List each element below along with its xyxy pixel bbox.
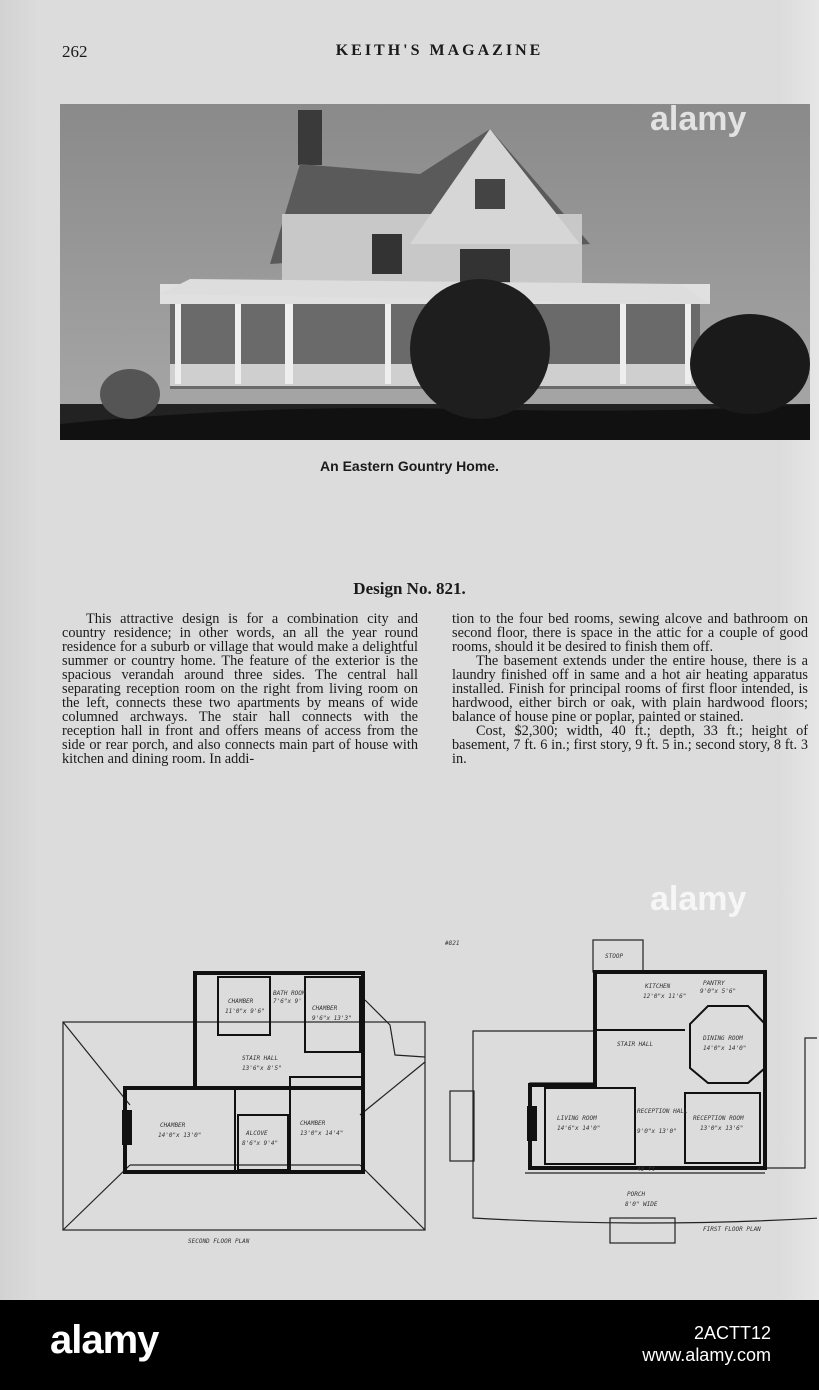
watermark-text: alamy <box>650 100 747 138</box>
room-name: PANTRY <box>703 980 725 987</box>
room-size: 14'0"x 14'0" <box>703 1045 747 1052</box>
room-name: ALCOVE <box>246 1130 268 1137</box>
design-mark: #821 <box>445 940 460 947</box>
first-floor-plan <box>445 928 817 1250</box>
dimension-label: 40 ft <box>637 1166 656 1173</box>
room-name: RECEPTION ROOM <box>693 1115 744 1122</box>
room-name: CHAMBER <box>160 1122 186 1129</box>
room-size: 13'0"x 14'4" <box>300 1130 344 1137</box>
room-size: 12'0"x 11'6" <box>643 993 687 1000</box>
room-size: 9'6"x 13'3" <box>312 1015 352 1022</box>
room-name: CHAMBER <box>312 1005 338 1012</box>
room-size: 14'0"x 13'0" <box>158 1132 202 1139</box>
room-size: 8'6"x 9'4" <box>242 1140 279 1147</box>
article-column-1 <box>62 612 418 766</box>
room-size: 14'6"x 14'0" <box>557 1125 601 1132</box>
paragraph: Cost, $2,300; width, 40 ft.; depth, 33 ft.; height of basement, 7 ft. 6 in.; first story, 9 ft. 5 in.; second story, 8 ft. 3 in. <box>452 723 808 767</box>
room-size: 9'0"x 5'6" <box>700 988 737 995</box>
house-photo <box>60 104 810 440</box>
room-name: CHAMBER <box>300 1120 326 1127</box>
room-name: BATH ROOM <box>273 990 306 997</box>
room-size: 13'0"x 13'6" <box>700 1125 744 1132</box>
room-name: STAIR HALL <box>617 1041 654 1048</box>
image-id <box>642 1322 771 1366</box>
alamy-logo: alamy <box>50 1318 159 1362</box>
room-name: RECEPTION HALL <box>637 1108 688 1115</box>
room-name: KITCHEN <box>645 983 671 990</box>
room-name: LIVING ROOM <box>557 1115 597 1122</box>
article-column-2 <box>452 612 808 766</box>
magazine-title: KEITH'S MAGAZINE <box>335 42 544 59</box>
room-name: CHAMBER <box>228 998 254 1005</box>
design-title: Design No. 821. <box>353 579 466 598</box>
paragraph: The basement extends under the entire house, there is a laundry finished off in same and a hot air heating apparatus installed. Finish for principal rooms of first floor intended, is hardwood, either birch or oak, with plain hardwood floors; balance of house pine or poplar, painted or stained. <box>452 653 808 725</box>
room-size: 13'6"x 8'5" <box>242 1065 282 1072</box>
room-name: STOOP <box>605 953 624 960</box>
photo-caption: An Eastern Gountry Home. <box>320 458 499 474</box>
paragraph: This attractive design is for a combination city and country residence; in other words, an all the year round residence for a suburb or village that would make a delightful summer or country home. The feature of the exterior is the spacious verandah around three sides. The central hall separating reception room on the right from living room on the left, connects these two apartments by means of wide columned archways. The stair hall connects with the reception hall in front and offers means of access from the side or rear porch, and also connects main part of house with kitchen and dining room. In addi- <box>62 611 418 767</box>
room-name: PORCH <box>627 1191 646 1198</box>
paragraph: tion to the four bed rooms, sewing alcove and bathroom on second floor, there is space in the attic for a couple of good rooms, should it be desired to finish them off. <box>452 611 808 655</box>
site-url: www.alamy.com <box>642 1345 771 1365</box>
room-name: DINING ROOM <box>703 1035 743 1042</box>
room-labels <box>158 990 352 1245</box>
room-name: STAIR HALL <box>242 1055 279 1062</box>
page-number: 262 <box>62 42 88 61</box>
plan-label: FIRST FLOOR PLAN <box>703 1226 761 1233</box>
room-size: 8'0" WIDE <box>625 1201 658 1208</box>
stock-watermark-bar <box>0 1300 819 1390</box>
room-size: 7'6"x 9' <box>273 998 302 1005</box>
image-id-text: 2ACTT12 <box>693 1323 771 1343</box>
room-size: 11'0"x 9'6" <box>225 1008 265 1015</box>
second-floor-plan <box>60 965 430 1250</box>
plan-label: SECOND FLOOR PLAN <box>188 1238 250 1245</box>
watermark-text: alamy <box>650 880 747 918</box>
room-size: 9'0"x 13'0" <box>637 1128 677 1135</box>
